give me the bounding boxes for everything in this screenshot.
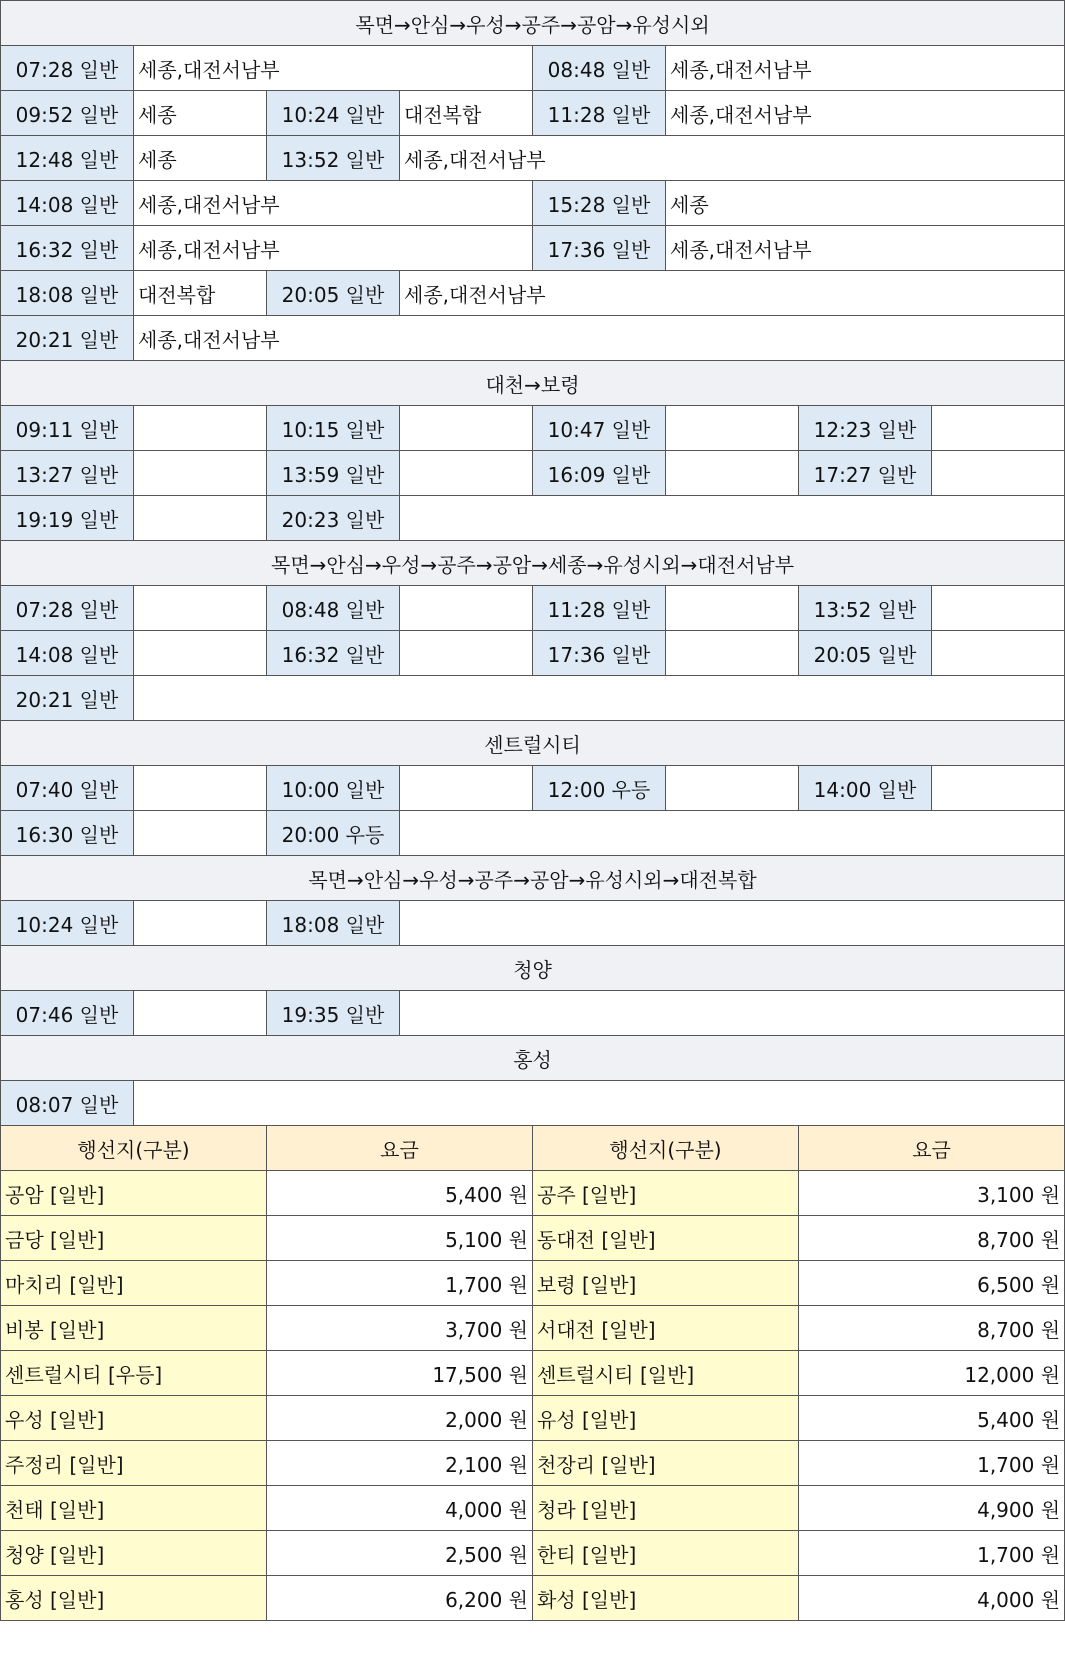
section-header-row <box>1 1 1065 46</box>
fare-destination: 공암 [일반] <box>1 1171 267 1216</box>
departure-time: 14:08 일반 <box>1 181 134 226</box>
departure-time: 18:08 일반 <box>267 901 400 946</box>
via-destination <box>134 766 267 811</box>
departure-time: 12:00 우등 <box>533 766 666 811</box>
departure-row <box>1 91 1065 136</box>
section-header-row <box>1 721 1065 766</box>
via-destination <box>134 406 267 451</box>
via-destination: 세종,대전서남부 <box>134 226 533 271</box>
via-destination <box>400 406 533 451</box>
route-title: 목면→안심→우성→공주→공암→유성시외→대전복합 <box>1 856 1065 901</box>
fare-price: 3,700 원 <box>267 1306 533 1351</box>
departure-row <box>1 991 1065 1036</box>
fare-row <box>1 1216 1065 1261</box>
departure-time: 17:36 일반 <box>533 226 666 271</box>
via-destination: 세종,대전서남부 <box>666 226 1065 271</box>
route-title: 홍성 <box>1 1036 1065 1081</box>
fare-header-row <box>1 1126 1065 1171</box>
fare-row <box>1 1486 1065 1531</box>
departure-row <box>1 1081 1065 1126</box>
departure-time: 16:32 일반 <box>1 226 134 271</box>
fare-row <box>1 1531 1065 1576</box>
via-destination <box>400 586 533 631</box>
fare-price: 8,700 원 <box>799 1216 1065 1261</box>
departure-time: 20:05 일반 <box>267 271 400 316</box>
fare-row <box>1 1261 1065 1306</box>
departure-time: 20:23 일반 <box>267 496 400 541</box>
departure-time: 17:27 일반 <box>799 451 932 496</box>
departure-time: 13:52 일반 <box>267 136 400 181</box>
fare-price: 17,500 원 <box>267 1351 533 1396</box>
departure-time: 19:19 일반 <box>1 496 134 541</box>
fare-price: 12,000 원 <box>799 1351 1065 1396</box>
fare-destination: 화성 [일반] <box>533 1576 799 1621</box>
via-destination <box>666 406 799 451</box>
departure-time: 08:07 일반 <box>1 1081 134 1126</box>
fare-destination: 비봉 [일반] <box>1 1306 267 1351</box>
departure-time: 10:24 일반 <box>1 901 134 946</box>
departure-time: 07:28 일반 <box>1 46 134 91</box>
via-destination: 세종,대전서남부 <box>134 181 533 226</box>
departure-time: 14:00 일반 <box>799 766 932 811</box>
via-destination <box>400 991 1065 1036</box>
departure-time: 20:00 우등 <box>267 811 400 856</box>
fare-destination: 주정리 [일반] <box>1 1441 267 1486</box>
via-destination <box>932 766 1065 811</box>
departure-time: 14:08 일반 <box>1 631 134 676</box>
fare-price: 6,200 원 <box>267 1576 533 1621</box>
section-header-row <box>1 361 1065 406</box>
departure-row <box>1 406 1065 451</box>
section-header-row <box>1 541 1065 586</box>
fare-price: 4,000 원 <box>799 1576 1065 1621</box>
departure-row <box>1 46 1065 91</box>
via-destination <box>400 496 1065 541</box>
departure-time: 20:21 일반 <box>1 316 134 361</box>
fare-price: 4,900 원 <box>799 1486 1065 1531</box>
via-destination <box>666 631 799 676</box>
departure-time: 12:48 일반 <box>1 136 134 181</box>
fare-destination: 천장리 [일반] <box>533 1441 799 1486</box>
departure-row <box>1 631 1065 676</box>
via-destination <box>932 406 1065 451</box>
fare-row <box>1 1396 1065 1441</box>
departure-time: 09:52 일반 <box>1 91 134 136</box>
via-destination <box>666 451 799 496</box>
via-destination: 세종,대전서남부 <box>666 46 1065 91</box>
fare-destination: 한티 [일반] <box>533 1531 799 1576</box>
departure-row <box>1 226 1065 271</box>
via-destination: 세종,대전서남부 <box>400 271 1065 316</box>
fare-destination: 센트럴시티 [우등] <box>1 1351 267 1396</box>
fare-price: 3,100 원 <box>799 1171 1065 1216</box>
fare-destination: 센트럴시티 [일반] <box>533 1351 799 1396</box>
departure-time: 10:15 일반 <box>267 406 400 451</box>
fare-destination: 유성 [일반] <box>533 1396 799 1441</box>
via-destination <box>134 991 267 1036</box>
fare-price: 5,400 원 <box>799 1396 1065 1441</box>
fare-price: 2,500 원 <box>267 1531 533 1576</box>
route-title: 대천→보령 <box>1 361 1065 406</box>
departure-time: 08:48 일반 <box>533 46 666 91</box>
departure-row <box>1 901 1065 946</box>
departure-time: 10:47 일반 <box>533 406 666 451</box>
section-header-row <box>1 1036 1065 1081</box>
departure-time: 08:48 일반 <box>267 586 400 631</box>
via-destination <box>134 811 267 856</box>
departure-row <box>1 136 1065 181</box>
via-destination <box>666 766 799 811</box>
fare-row <box>1 1306 1065 1351</box>
fare-row <box>1 1351 1065 1396</box>
fare-price: 2,000 원 <box>267 1396 533 1441</box>
fare-destination-header: 행선지(구분) <box>533 1126 799 1171</box>
departure-row <box>1 766 1065 811</box>
fare-destination: 금당 [일반] <box>1 1216 267 1261</box>
fare-price: 2,100 원 <box>267 1441 533 1486</box>
fare-price: 1,700 원 <box>799 1531 1065 1576</box>
fare-price-header: 요금 <box>799 1126 1065 1171</box>
departure-time: 13:52 일반 <box>799 586 932 631</box>
fare-row <box>1 1171 1065 1216</box>
fare-row <box>1 1441 1065 1486</box>
fare-destination: 우성 [일반] <box>1 1396 267 1441</box>
departure-time: 13:27 일반 <box>1 451 134 496</box>
departure-time: 10:00 일반 <box>267 766 400 811</box>
fare-destination: 동대전 [일반] <box>533 1216 799 1261</box>
section-header-row <box>1 946 1065 991</box>
departure-time: 07:40 일반 <box>1 766 134 811</box>
fare-price: 4,000 원 <box>267 1486 533 1531</box>
route-title: 센트럴시티 <box>1 721 1065 766</box>
departure-time: 11:28 일반 <box>533 91 666 136</box>
via-destination: 세종,대전서남부 <box>134 46 533 91</box>
fare-destination: 공주 [일반] <box>533 1171 799 1216</box>
fare-price: 5,100 원 <box>267 1216 533 1261</box>
departure-time: 20:05 일반 <box>799 631 932 676</box>
via-destination <box>134 496 267 541</box>
fare-row <box>1 1576 1065 1621</box>
via-destination <box>134 631 267 676</box>
departure-time: 12:23 일반 <box>799 406 932 451</box>
via-destination <box>400 901 1065 946</box>
fare-destination: 보령 [일반] <box>533 1261 799 1306</box>
via-destination <box>400 766 533 811</box>
via-destination <box>134 676 1065 721</box>
departure-time: 16:32 일반 <box>267 631 400 676</box>
departure-time: 13:59 일반 <box>267 451 400 496</box>
via-destination: 세종,대전서남부 <box>666 91 1065 136</box>
via-destination <box>134 451 267 496</box>
fare-price: 6,500 원 <box>799 1261 1065 1306</box>
departure-time: 09:11 일반 <box>1 406 134 451</box>
departure-time: 19:35 일반 <box>267 991 400 1036</box>
route-title: 청양 <box>1 946 1065 991</box>
fare-destination: 홍성 [일반] <box>1 1576 267 1621</box>
fare-destination: 서대전 [일반] <box>533 1306 799 1351</box>
fare-price: 1,700 원 <box>799 1441 1065 1486</box>
route-title: 목면→안심→우성→공주→공암→유성시외 <box>1 1 1065 46</box>
via-destination <box>932 451 1065 496</box>
departure-time: 07:28 일반 <box>1 586 134 631</box>
departure-time: 11:28 일반 <box>533 586 666 631</box>
via-destination: 세종 <box>134 91 267 136</box>
via-destination <box>134 1081 1065 1126</box>
departure-row <box>1 586 1065 631</box>
via-destination: 대전복합 <box>400 91 533 136</box>
fare-destination: 청라 [일반] <box>533 1486 799 1531</box>
fare-price: 1,700 원 <box>267 1261 533 1306</box>
fare-price-header: 요금 <box>267 1126 533 1171</box>
departure-time: 10:24 일반 <box>267 91 400 136</box>
departure-time: 16:09 일반 <box>533 451 666 496</box>
departure-row <box>1 451 1065 496</box>
via-destination <box>400 631 533 676</box>
departure-row <box>1 496 1065 541</box>
fare-destination: 청양 [일반] <box>1 1531 267 1576</box>
via-destination <box>134 901 267 946</box>
departure-row <box>1 271 1065 316</box>
fare-destination: 천태 [일반] <box>1 1486 267 1531</box>
fare-destination: 마치리 [일반] <box>1 1261 267 1306</box>
via-destination: 세종 <box>134 136 267 181</box>
via-destination <box>134 586 267 631</box>
departure-time: 07:46 일반 <box>1 991 134 1036</box>
via-destination <box>932 631 1065 676</box>
departure-row <box>1 181 1065 226</box>
departure-time: 16:30 일반 <box>1 811 134 856</box>
via-destination: 세종,대전서남부 <box>134 316 1065 361</box>
departure-row <box>1 316 1065 361</box>
fare-destination-header: 행선지(구분) <box>1 1126 267 1171</box>
departure-row <box>1 676 1065 721</box>
via-destination <box>932 586 1065 631</box>
via-destination <box>666 586 799 631</box>
via-destination: 세종,대전서남부 <box>400 136 1065 181</box>
route-title: 목면→안심→우성→공주→공암→세종→유성시외→대전서남부 <box>1 541 1065 586</box>
section-header-row <box>1 856 1065 901</box>
timetable-body <box>1 1 1065 1621</box>
via-destination: 세종 <box>666 181 1065 226</box>
departure-row <box>1 811 1065 856</box>
via-destination: 대전복합 <box>134 271 267 316</box>
via-destination <box>400 451 533 496</box>
departure-time: 17:36 일반 <box>533 631 666 676</box>
via-destination <box>400 811 1065 856</box>
departure-time: 20:21 일반 <box>1 676 134 721</box>
fare-price: 8,700 원 <box>799 1306 1065 1351</box>
fare-price: 5,400 원 <box>267 1171 533 1216</box>
departure-time: 18:08 일반 <box>1 271 134 316</box>
departure-time: 15:28 일반 <box>533 181 666 226</box>
